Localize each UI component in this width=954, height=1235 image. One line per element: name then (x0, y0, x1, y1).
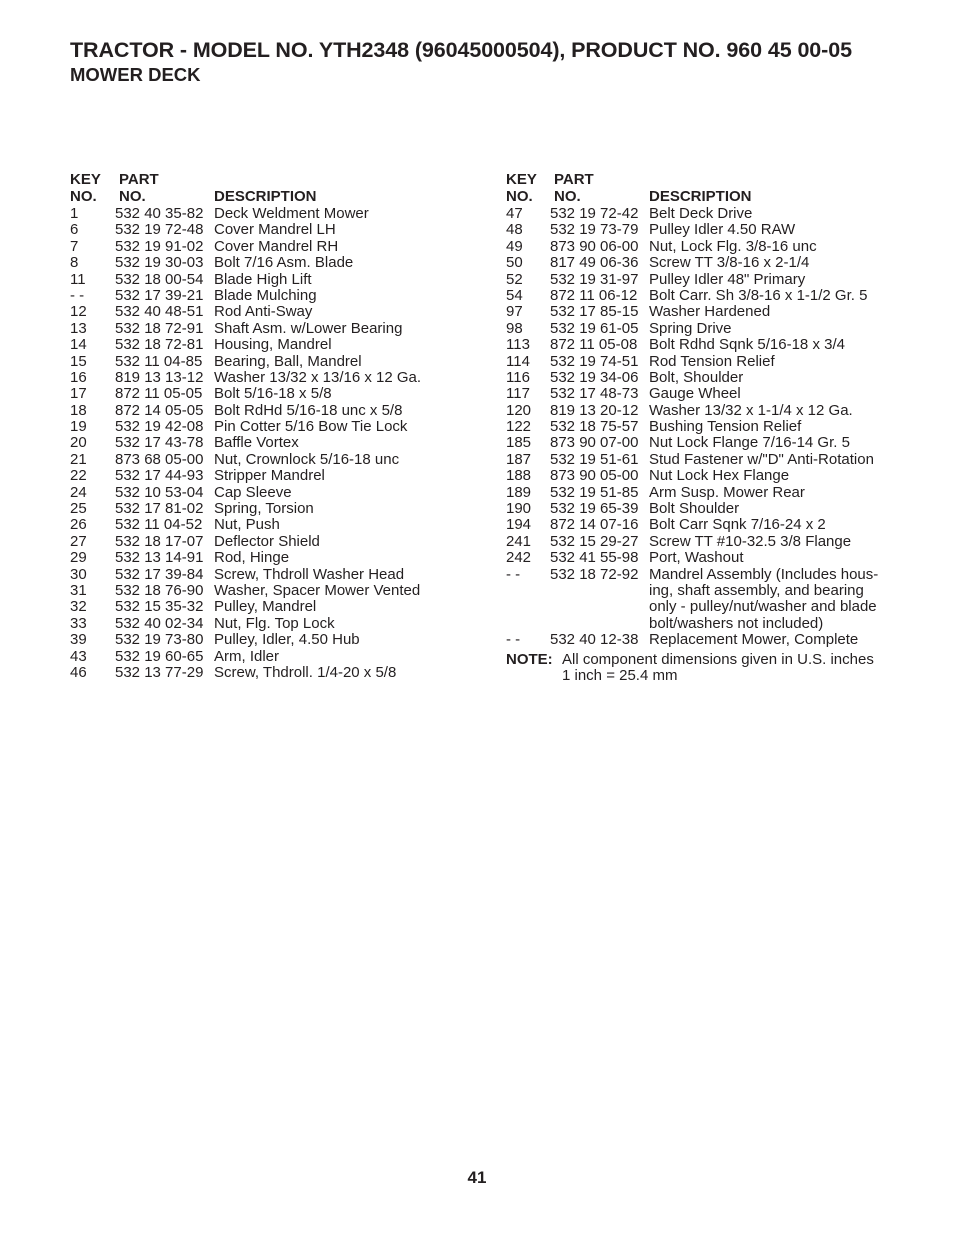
part-no: 532 18 72-92 (550, 565, 639, 583)
part-description: Screw TT 3/8-16 x 2-1/4 (649, 254, 810, 272)
part-no: 532 18 72-81 (115, 336, 204, 354)
part-description: Nut Lock Flange 7/16-14 Gr. 5 (649, 434, 850, 452)
table-row (506, 272, 896, 288)
part-description: Screw, Thdroll. 1/4-20 x 5/8 (214, 663, 397, 681)
key-no: 122 (506, 418, 532, 436)
key-no: 47 (506, 205, 523, 222)
part-no: 817 49 06-36 (550, 254, 639, 272)
part-no: 872 11 05-08 (550, 336, 638, 354)
table-row (506, 304, 896, 320)
part-description: Blade High Lift (214, 270, 312, 288)
key-no: 29 (70, 549, 87, 567)
part-no: 532 18 17-07 (115, 532, 204, 550)
part-no-header: PART NO. (119, 171, 159, 205)
part-no: 532 40 12-38 (550, 631, 639, 649)
table-row (506, 485, 896, 501)
part-description: Pin Cotter 5/16 Bow Tie Lock (214, 418, 408, 436)
part-no: 532 17 85-15 (550, 303, 639, 321)
part-no: 872 11 05-05 (115, 385, 203, 403)
key-no: 24 (70, 483, 87, 501)
table-row (70, 386, 470, 402)
table-row (506, 550, 896, 566)
part-no-header: PART NO. (554, 171, 594, 205)
table-row (506, 337, 896, 353)
key-no: 189 (506, 483, 532, 501)
part-description: Rod Anti-Sway (214, 303, 313, 321)
table-row (506, 632, 896, 648)
key-no: 46 (70, 663, 87, 681)
part-no: 532 11 04-85 (115, 352, 203, 370)
parts-list-header (70, 172, 470, 206)
part-no: 532 17 43-78 (115, 434, 204, 452)
part-description: Housing, Mandrel (214, 336, 332, 354)
parts-rows (70, 206, 470, 681)
part-description: Bolt Shoulder (649, 500, 740, 518)
part-no: 532 17 44-93 (115, 467, 204, 485)
part-no: 532 15 35-32 (115, 598, 204, 616)
table-row (506, 288, 896, 304)
key-no: 39 (70, 631, 87, 649)
part-description: Nut, Push (214, 516, 280, 534)
key-no: 97 (506, 303, 523, 321)
part-description: Baffle Vortex (214, 434, 299, 452)
part-description: Stripper Mandrel (214, 467, 325, 485)
part-no: 532 18 76-90 (115, 581, 204, 599)
table-row (506, 468, 896, 484)
key-no: 43 (70, 647, 87, 665)
part-description: Stud Fastener w/"D" Anti-Rotation (649, 450, 874, 468)
part-description: Cover Mandrel LH (214, 221, 336, 239)
key-no: 31 (70, 581, 87, 599)
key-no: 17 (70, 385, 87, 403)
key-no: - - (70, 286, 85, 304)
part-description: Bolt RdHd 5/16-18 unc x 5/8 (214, 401, 403, 419)
part-no: 532 19 91-02 (115, 237, 204, 255)
part-description: Bolt Rdhd Sqnk 5/16-18 x 3/4 (649, 336, 845, 354)
table-row (70, 485, 470, 501)
part-no: 532 19 65-39 (550, 500, 639, 518)
key-no: 32 (70, 598, 87, 616)
table-row (70, 239, 470, 255)
key-no: 12 (70, 303, 87, 321)
part-no: 532 13 77-29 (115, 663, 204, 681)
key-no: 33 (70, 614, 87, 632)
part-no: 873 68 05-00 (115, 450, 204, 468)
part-no: 872 14 07-16 (550, 516, 639, 534)
part-no: 872 11 06-12 (550, 286, 638, 304)
key-no: 25 (70, 500, 87, 518)
key-no: 116 (506, 368, 530, 386)
part-description: Pulley Idler 4.50 RAW (649, 221, 796, 239)
part-no: 532 19 73-80 (115, 631, 204, 649)
key-no: 98 (506, 319, 523, 337)
part-no: 532 17 39-84 (115, 565, 204, 583)
part-description: Arm, Idler (214, 647, 280, 665)
table-row (506, 354, 896, 370)
part-no: 532 19 31-97 (550, 270, 639, 288)
part-no: 532 15 29-27 (550, 532, 639, 550)
table-row (506, 517, 896, 533)
part-no: 532 11 04-52 (115, 516, 203, 534)
part-no: 532 19 73-79 (550, 221, 639, 239)
key-no: 52 (506, 270, 523, 288)
part-description: Pulley, Idler, 4.50 Hub (214, 631, 360, 649)
table-row (70, 649, 470, 665)
table-row (70, 403, 470, 419)
key-no: 15 (70, 352, 87, 370)
key-no: 20 (70, 434, 87, 452)
key-no: 185 (506, 434, 532, 452)
part-description: Bolt 7/16 Asm. Blade (214, 254, 354, 272)
part-description: Bushing Tension Relief (649, 418, 802, 436)
table-row (70, 452, 470, 468)
key-no: 26 (70, 516, 87, 534)
key-no: 187 (506, 450, 532, 468)
table-row (70, 304, 470, 320)
key-no: 14 (70, 336, 87, 354)
part-description: Belt Deck Drive (649, 205, 753, 222)
key-no: 1 (70, 205, 79, 222)
part-description: Cap Sleeve (214, 483, 292, 501)
part-no: 532 19 30-03 (115, 254, 204, 272)
table-row (70, 616, 470, 632)
part-description: Cover Mandrel RH (214, 237, 339, 255)
key-no: 113 (506, 336, 530, 354)
table-row (70, 583, 470, 599)
key-no: 242 (506, 549, 532, 567)
part-no: 532 19 72-42 (550, 205, 639, 222)
part-no: 532 18 72-91 (115, 319, 204, 337)
part-description: Nut, Lock Flg. 3/8-16 unc (649, 237, 817, 255)
table-row (70, 517, 470, 533)
table-row (506, 534, 896, 550)
key-no: 7 (70, 237, 79, 255)
parts-list-right (506, 172, 896, 685)
part-description: Pulley, Mandrel (214, 598, 317, 616)
part-no: 532 40 48-51 (115, 303, 204, 321)
part-no: 532 18 00-54 (115, 270, 204, 288)
part-no: 532 41 55-98 (550, 549, 639, 567)
table-row (506, 403, 896, 419)
description-header: DESCRIPTION (214, 187, 317, 205)
part-description: Replacement Mower, Complete (649, 631, 859, 649)
table-row (506, 321, 896, 337)
table-row (70, 419, 470, 435)
part-description: Port, Washout (649, 549, 744, 567)
table-row (506, 419, 896, 435)
part-description: Nut, Flg. Top Lock (214, 614, 335, 632)
part-description: Mandrel Assembly (Includes hous- ing, shaft assembly, and bearing only - pulley/nut/washer and blade bolt/washers not included) (649, 565, 879, 632)
table-row (506, 435, 896, 451)
table-row (70, 632, 470, 648)
part-description: Screw, Thdroll Washer Head (214, 565, 405, 583)
part-no: 532 19 60-65 (115, 647, 204, 665)
part-description: Deck Weldment Mower (214, 205, 369, 222)
part-no: 532 40 35-82 (115, 205, 204, 222)
key-no: 49 (506, 237, 523, 255)
table-row (506, 386, 896, 402)
section-title: MOWER DECK (70, 64, 201, 85)
table-row (70, 567, 470, 583)
part-no: 532 17 81-02 (115, 500, 204, 518)
table-row (506, 452, 896, 468)
note-label: NOTE: (506, 650, 553, 668)
table-row (70, 288, 470, 304)
part-description: Nut Lock Hex Flange (649, 467, 790, 485)
part-no: 873 90 06-00 (550, 237, 639, 255)
part-description: Bolt 5/16-18 x 5/8 (214, 385, 332, 403)
table-row (506, 501, 896, 517)
part-no: 532 19 51-61 (550, 450, 639, 468)
table-row (70, 337, 470, 353)
part-description: Spring Drive (649, 319, 732, 337)
key-no: 194 (506, 516, 532, 534)
part-description: Spring, Torsion (214, 500, 314, 518)
parts-list-header (506, 172, 896, 206)
part-description: Arm Susp. Mower Rear (649, 483, 805, 501)
table-row (70, 665, 470, 681)
part-no: 873 90 07-00 (550, 434, 639, 452)
key-no: 18 (70, 401, 87, 419)
part-description: Washer, Spacer Mower Vented (214, 581, 421, 599)
table-row (506, 222, 896, 238)
part-description: Nut, Crownlock 5/16-18 unc (214, 450, 400, 468)
page-title: TRACTOR - MODEL NO. YTH2348 (96045000504), PRODUCT NO. 960 45 00-05 (70, 38, 852, 62)
part-description: Shaft Asm. w/Lower Bearing (214, 319, 403, 337)
key-no: - - (506, 631, 521, 649)
part-no: 532 19 34-06 (550, 368, 639, 386)
table-row (70, 501, 470, 517)
part-no: 532 10 53-04 (115, 483, 204, 501)
part-no: 532 19 72-48 (115, 221, 204, 239)
table-row (70, 370, 470, 386)
note (506, 652, 896, 685)
table-row (70, 534, 470, 550)
table-row (70, 354, 470, 370)
table-row (70, 468, 470, 484)
key-no: 19 (70, 418, 87, 436)
table-row (506, 255, 896, 271)
table-row (70, 206, 470, 222)
part-no: 819 13 13-12 (115, 368, 204, 386)
part-no: 819 13 20-12 (550, 401, 639, 419)
key-no: 27 (70, 532, 87, 550)
key-no: 30 (70, 565, 87, 583)
key-no: 21 (70, 450, 87, 468)
part-no: 532 18 75-57 (550, 418, 639, 436)
part-description: Rod Tension Relief (649, 352, 775, 370)
table-row (70, 550, 470, 566)
part-description: Pulley Idler 48" Primary (649, 270, 806, 288)
part-description: Gauge Wheel (649, 385, 741, 403)
part-description: Bolt Carr. Sh 3/8-16 x 1-1/2 Gr. 5 (649, 286, 868, 304)
table-row (506, 239, 896, 255)
key-no: 11 (70, 270, 86, 288)
part-description: Washer 13/32 x 1-1/4 x 12 Ga. (649, 401, 853, 419)
part-description: Washer 13/32 x 13/16 x 12 Ga. (214, 368, 422, 386)
part-no: 873 90 05-00 (550, 467, 639, 485)
key-no: 50 (506, 254, 523, 272)
part-description: Bolt, Shoulder (649, 368, 744, 386)
parts-rows (506, 206, 896, 567)
key-no: 13 (70, 319, 87, 337)
part-description: Rod, Hinge (214, 549, 290, 567)
key-no: 120 (506, 401, 532, 419)
part-no: 532 40 02-34 (115, 614, 204, 632)
key-no-header: KEY NO. (506, 171, 537, 205)
page-number: 41 (467, 1168, 487, 1187)
table-row (70, 321, 470, 337)
description-header: DESCRIPTION (649, 187, 752, 205)
key-no: 8 (70, 254, 79, 272)
key-no: 188 (506, 467, 532, 485)
key-no: 48 (506, 221, 523, 239)
table-row (70, 599, 470, 615)
key-no-header: KEY NO. (70, 171, 101, 205)
key-no: 6 (70, 221, 79, 239)
part-description: Blade Mulching (214, 286, 317, 304)
key-no: 22 (70, 467, 87, 485)
table-row (506, 370, 896, 386)
part-description: Bolt Carr Sqnk 7/16-24 x 2 (649, 516, 826, 534)
key-no: - - (506, 565, 521, 583)
table-row (506, 567, 896, 633)
part-no: 532 17 48-73 (550, 385, 639, 403)
key-no: 54 (506, 286, 523, 304)
part-no: 532 17 39-21 (115, 286, 204, 304)
part-description: Washer Hardened (649, 303, 771, 321)
table-row (70, 272, 470, 288)
part-no: 872 14 05-05 (115, 401, 204, 419)
key-no: 117 (506, 385, 530, 403)
key-no: 16 (70, 368, 87, 386)
key-no: 241 (506, 532, 532, 550)
part-description: Bearing, Ball, Mandrel (214, 352, 362, 370)
part-no: 532 19 42-08 (115, 418, 204, 436)
table-row (70, 222, 470, 238)
parts-list-left (70, 172, 470, 681)
part-no: 532 13 14-91 (115, 549, 204, 567)
part-no: 532 19 61-05 (550, 319, 639, 337)
key-no: 114 (506, 352, 530, 370)
table-row (70, 435, 470, 451)
note-text: All component dimensions given in U.S. inches 1 inch = 25.4 mm (562, 650, 874, 684)
part-no: 532 19 74-51 (550, 352, 639, 370)
key-no: 190 (506, 500, 532, 518)
part-description: Screw TT #10-32.5 3/8 Flange (649, 532, 852, 550)
part-no: 532 19 51-85 (550, 483, 639, 501)
table-row (70, 255, 470, 271)
part-description: Deflector Shield (214, 532, 320, 550)
table-row (506, 206, 896, 222)
